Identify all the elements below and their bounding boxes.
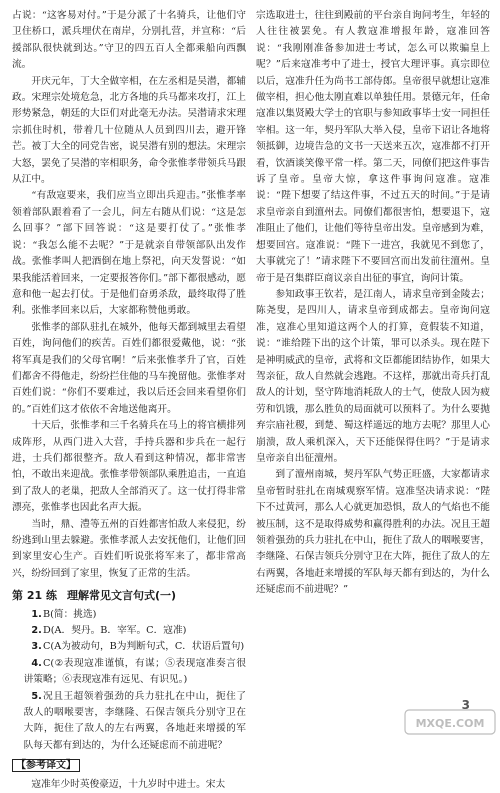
paragraph: 十天后，张惟孝和三千名骑兵在马上的将官横排列成阵形，从西门进入大营，手持兵器和步兵在一起行进，士兵们都很整齐。敌人看到这种情况，都非常害怕，不敢出来迎战。张惟孝带领部队乘胜追击，一直追到了敌人的老巢，把敌人全部消灭了。这一仗打得非常漂亮，张惟孝也因此名声大振。: [12, 420, 246, 514]
paragraph: 占说：“这客易对付。”于是分派了十名骑兵，让他们守卫住桥口，派兵埋伏在南岸，分别扎营，并宣称：“后援部队很快就到达。”守卫的四五百人全都乘船向西飘流。: [12, 10, 246, 71]
paragraph: 寇准年少时英俊豪迈，十九岁时中进士。宋太: [31, 778, 226, 790]
paragraph: 参知政事王钦若，是江南人，请求皇帝到金陵去；陈尧叟，是四川人，请求皇帝到成都去。皇帝询问寇准，寇准心里知道这两个人的打算，竟假装不知道，说：“谁给陛下出的这个计策，罪可以杀头。现在陛下是神明威武的皇帝，武将和文臣都能团结协作，如果大驾亲征，敌人自然就会逃跑。不这样，那就出奇兵打乱敌人的计划，坚守阵地消耗敌人的士气，使敌人因为疲劳和饥饿，那么胜负的局面就可以预料了。为什么要抛弃宗庙社稷，到楚、蜀这样遥远的地方去呢？那里人心崩溃，敌人乘机深入，天下还能保得住吗？”于是请求皇帝亲自出征澶州。: [256, 288, 490, 464]
answer-item: [12, 623, 246, 639]
section-title: 理解常见文言句式(一): [66, 589, 177, 603]
answer-number: 3.: [31, 641, 42, 653]
page-number: 3: [461, 698, 470, 712]
section-number: 第 21 练: [12, 589, 57, 603]
paragraph: 开庆元年，丁大全做宰相，在左丞相是吴潜，都辅政。宋理宗处境危急，北方各地的兵马都来攻打，江上形势紧急，朝廷的大臣们对此毫无办法。吴潜请求宋理宗抓住时机，带着几十位随从人员到四川去，避开锋芒。被丁大全的同党告密，说吴潜有别的想法。宋理宗大怒，罢免了吴潜的宰相职务，命令张惟孝带领兵马跟从江中。: [12, 75, 246, 186]
answer-text: 况且王超领着强劲的兵力驻扎在中山，扼住了敌人的咽喉要害，李继隆、石保吉领兵分别守卫在大阵，扼住了敌人的左右两翼，各地赶来增援的军队每天都有到达的，为什么还疑虑而不前进呢？: [23, 690, 246, 751]
svg-text:MXQE.COM: MXQE.COM: [415, 717, 485, 730]
paragraph: 宗选取进士，往往到殿前的平台亲自询问考生，年轻的人往往被罢免。有人教寇准增报年龄，寇准回答说：“我刚刚准备参加进士考试，怎么可以欺骗皇上呢？”后来寇准考中了进士，授官大理评事。真宗即位以后，寇准升任为尚书工部侍郎。皇帝很早就想让寇准做宰相，担心他太刚直难以单独任用。景德元年，任命寇准以集贤殿大学士的官职与参知政事毕士安一同担任宰相。这一年，契丹军队大举入侵，皇帝下诏让各地将领抵御，边境告急的文书一天送来五次，寇准都不打开看，饮酒谈笑像平常一样。第二天，同僚们把这件事告诉了皇帝。皇帝大惊，拿这件事询问寇准。寇准说：“陛下想要了结这件事，不过五天的时间。”于是请求皇帝亲自到澶州去。同僚们都很害怕，想要退下，寇准阻止了他们，让他们等待皇帝出发。皇帝感到为难，想要回宫。寇准说：“陛下一进宫，我就见不到您了，大事就完了！”请求陛下不要回宫而出发前往澶州。皇帝于是召集群臣商议亲自出征的事宜，询问计策。: [256, 10, 490, 284]
answer-number: 5.: [31, 690, 42, 702]
paragraph: 张惟孝的部队驻扎在城外，他每天都到城里去看望百姓，询问他们的疾苦。百姓们都很爱戴他，说：“张将军真是我们的父母官啊！”后来张惟孝升了官，百姓们都舍不得他走，纷纷拦住他的马车挽留他。张惟孝对百姓们说：“你们不要难过，我以后还会回来看望你们的。”百姓们这才依依不舍地送他离开。: [12, 321, 246, 415]
section-heading: [12, 588, 246, 604]
paragraph: “有敌寇要来，我们应当立即出兵迎击。”张惟孝率领着部队跟着看了一会儿，问左右随从们说：“这是怎么回事？”部下回答说：“这是要打仗了。”张惟孝说：“我怎么能不去呢？”于是就亲自带领部队出发作战。张惟孝叫人把酒倒在地上祭祀，向天发誓说：“如果我能活着回来，一定要报答你们。”部下都很感动，愿意和他一起去打仗。于是他们奋勇杀敌，最终取得了胜利。张惟孝回来以后，大家都称赞他勇敢。: [12, 190, 246, 317]
answer-number: 2.: [31, 625, 42, 637]
paragraph: 当时，鼎、澧等五州的百姓都害怕敌人来侵犯，纷纷逃到山里去躲避。张惟孝派人去安抚他们，让他们回到家里安心生产。百姓们听说张将军来了，都非常高兴，纷纷回到了家里，恢复了正常的生活。: [12, 518, 246, 579]
paragraph: 到了澶州南城，契丹军队气势正旺盛，大家都请求皇帝暂时驻扎在南城观察军情。寇准坚决请求说：“陛下不过黄河，那么人心就更加恐惧，敌人的气焰也不能被压制，这不是取得威势和赢得胜利的办法。况且王超领着强劲的兵力驻扎在中山，扼住了敌人的咽喉要害，李继隆、石保吉领兵分别守卫在大阵，扼住了敌人的左右两翼，各地赶来增援的军队每天都有到达的，为什么还疑虑而不前进呢？”: [256, 469, 490, 596]
answer-number: 1.: [31, 608, 42, 620]
answer-item: [12, 656, 246, 689]
answer-text: C(A为被动句，B为判断句式，C．状语后置句): [43, 641, 245, 653]
reference-label: 【参考译文】: [12, 758, 80, 774]
left-column: [12, 8, 246, 790]
answer-number: 4.: [31, 657, 42, 669]
answer-text: B(简：挑选): [43, 608, 97, 620]
answer-item: [12, 689, 246, 755]
answer-list: [12, 607, 246, 755]
answer-item: [12, 607, 246, 623]
watermark-logo: [404, 708, 496, 736]
answer-item: [12, 639, 246, 655]
right-column: [256, 8, 490, 718]
answer-text: C(②表现寇准谨慎，有谋；⑤表现寇准奏言很讲策略；⑥表现寇准有远见、有识见。): [23, 657, 246, 686]
answer-text: D(A．契丹。B．宰军。C．寇准): [43, 625, 187, 637]
